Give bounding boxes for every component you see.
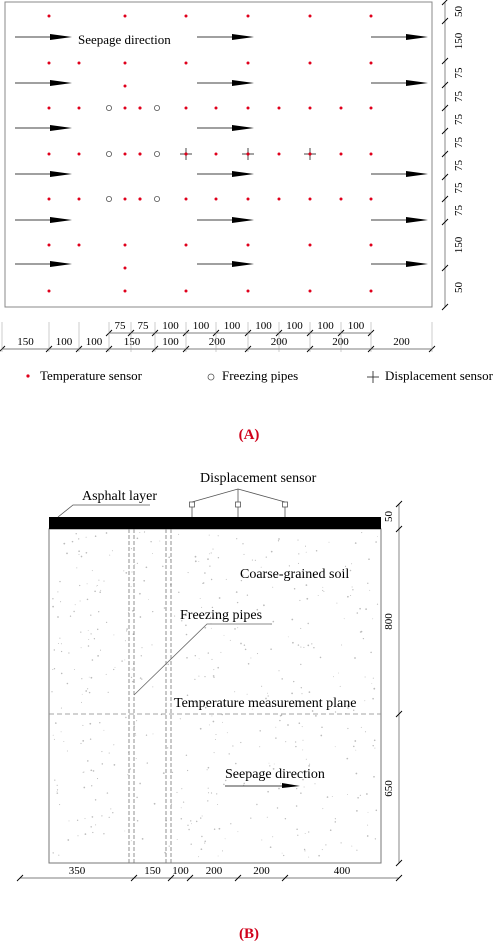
temperature-sensor-dot <box>247 244 250 247</box>
displacement-sensor-set <box>190 489 288 517</box>
right-dimension-chain <box>442 0 465 310</box>
seepage-arrow <box>15 217 72 223</box>
legend-temp-sensor-icon <box>26 374 29 377</box>
legend <box>26 368 493 383</box>
temperature-sensor-dot <box>124 244 127 247</box>
temperature-sensor-dot <box>48 290 51 293</box>
dimension-label: 75 <box>453 114 465 125</box>
dimension-label: 100 <box>192 320 210 332</box>
temperature-sensor-dot <box>309 198 312 201</box>
panel-b-section-view <box>17 471 402 941</box>
right-dimension-chain-b <box>383 501 402 866</box>
dimension-label: 75 <box>453 91 465 102</box>
freezing-pipe-circle <box>154 105 159 110</box>
dimension-label: 150 <box>123 336 141 348</box>
temperature-sensor-dot <box>78 153 81 156</box>
seepage-arrow <box>15 171 72 177</box>
bottom-dimension-chain <box>0 320 435 352</box>
temperature-sensor-dot <box>78 62 81 65</box>
seepage-arrow <box>15 261 72 267</box>
temperature-sensor-dot <box>124 290 127 293</box>
temperature-sensor-dot <box>215 153 218 156</box>
freezing-pipe-circle <box>106 105 111 110</box>
temperature-sensor-dot <box>340 198 343 201</box>
panel-a-label: (A) <box>238 427 260 443</box>
temperature-plane-label: Temperature measurement plane <box>174 696 357 711</box>
temperature-sensor-dot <box>139 107 142 110</box>
temperature-sensor-dot <box>309 107 312 110</box>
temperature-sensor-dot <box>124 15 127 18</box>
seepage-arrow <box>197 80 254 86</box>
legend-freezing-pipe-icon <box>208 374 214 380</box>
temperature-sensor-dot <box>185 198 188 201</box>
temperature-sensor-dot <box>185 15 188 18</box>
temperature-sensor-dot <box>309 62 312 65</box>
temperature-sensor-dot <box>124 153 127 156</box>
legend-displacement-sensor-icon <box>367 371 379 383</box>
temperature-sensor-dot <box>370 15 373 18</box>
seepage-arrows <box>15 34 428 267</box>
plan-border <box>5 2 432 307</box>
displacement-sensor-label: Displacement sensor <box>200 471 317 486</box>
asphalt-leader <box>58 505 150 517</box>
dimension-label: 150 <box>453 32 465 50</box>
seepage-arrow <box>197 34 254 40</box>
temperature-sensor-dot <box>340 153 343 156</box>
dimension-label: 350 <box>68 865 86 877</box>
temperature-sensor-dot <box>139 198 142 201</box>
dimension-label: 75 <box>453 182 465 194</box>
asphalt-layer-label: Asphalt layer <box>82 489 158 504</box>
temperature-sensor-dot <box>185 290 188 293</box>
dimension-label: 200 <box>208 336 226 348</box>
dimension-label: 100 <box>255 320 272 332</box>
temperature-sensor-dot <box>309 244 312 247</box>
temperature-sensor-dot <box>48 153 51 156</box>
displacement-sensor-cross <box>180 148 192 160</box>
seepage-arrow <box>371 217 428 223</box>
dimension-label: 75 <box>453 67 465 79</box>
temperature-sensor-dot <box>185 244 188 247</box>
temperature-sensor-dot <box>48 107 51 110</box>
dimension-label: 200 <box>205 865 223 877</box>
freezing-pipes-grid <box>106 105 159 201</box>
panel-b-label: (B) <box>239 926 259 941</box>
seepage-arrow <box>197 171 254 177</box>
temperature-sensor-dot <box>278 107 281 110</box>
temperature-sensor-dot <box>78 107 81 110</box>
dimension-label: 100 <box>85 336 103 348</box>
dimension-label: 200 <box>332 336 349 348</box>
dimension-label: 100 <box>286 320 303 332</box>
temperature-sensor-dot <box>124 198 127 201</box>
seepage-arrow <box>15 34 72 40</box>
temperature-sensor-dot <box>247 15 250 18</box>
dimension-label: 75 <box>114 320 126 332</box>
temperature-sensor-dot <box>370 244 373 247</box>
seepage-arrow <box>197 125 254 131</box>
dimension-label: 75 <box>453 205 465 216</box>
freezing-pipe-circle <box>106 196 111 201</box>
dimension-label: 150 <box>453 236 465 254</box>
seepage-arrow <box>197 217 254 223</box>
dimension-label: 150 <box>17 336 34 348</box>
legend-freezing-pipes-label: Freezing pipes <box>222 368 299 383</box>
temperature-sensor-dot <box>370 107 373 110</box>
seepage-direction-label: Seepage direction <box>78 32 171 47</box>
temperature-sensor-dot <box>278 153 281 156</box>
dimension-label: 75 <box>453 137 465 148</box>
temperature-sensor-dot <box>78 244 81 247</box>
dimension-label: 650 <box>383 780 395 797</box>
temperature-sensor-dot <box>370 153 373 156</box>
temperature-sensor-dot <box>124 85 127 88</box>
temperature-sensor-dot <box>278 198 281 201</box>
temperature-sensor-dot <box>215 198 218 201</box>
dimension-label: 200 <box>393 336 410 348</box>
temperature-sensor-dot <box>309 290 312 293</box>
dimension-label: 100 <box>223 320 241 332</box>
dimension-label: 400 <box>333 865 351 877</box>
dimension-label: 100 <box>347 320 365 332</box>
dimension-label: 75 <box>137 320 149 332</box>
temperature-sensor-dot <box>247 62 250 65</box>
legend-temp-sensor-label: Temperature sensor <box>40 368 142 383</box>
seepage-arrow <box>15 80 72 86</box>
displacement-sensor-cross <box>242 148 254 160</box>
dimension-label: 100 <box>162 320 179 332</box>
displacement-sensor-cross <box>304 148 316 160</box>
dimension-label: 75 <box>453 160 465 171</box>
seepage-direction-label-b: Seepage direction <box>225 767 325 782</box>
temperature-sensor-dot <box>185 107 188 110</box>
bottom-dimension-chain-b <box>17 865 402 881</box>
temperature-sensor-dot <box>215 107 218 110</box>
dimension-label: 100 <box>317 320 334 332</box>
legend-displacement-sensor-label: Displacement sensor <box>385 368 493 383</box>
dimension-label: 800 <box>383 613 395 630</box>
temperature-sensor-dot <box>124 107 127 110</box>
seepage-arrow <box>371 34 428 40</box>
seepage-arrow <box>15 125 72 131</box>
panel-a-plan-view <box>0 0 494 443</box>
freezing-pipe-circle <box>106 151 111 156</box>
temperature-sensor-dot <box>247 107 250 110</box>
seepage-arrow <box>371 261 428 267</box>
seepage-arrow <box>371 80 428 86</box>
dimension-label: 50 <box>453 282 465 293</box>
temperature-sensor-dot <box>124 62 127 65</box>
temperature-sensor-dot <box>48 198 51 201</box>
dimension-label: 150 <box>144 865 161 877</box>
dimension-label: 200 <box>253 865 270 877</box>
temperature-sensor-dot <box>370 290 373 293</box>
freezing-pipe-circle <box>154 196 159 201</box>
displacement-sensors <box>180 148 316 160</box>
temperature-sensor-dot <box>340 107 343 110</box>
seepage-arrow <box>371 171 428 177</box>
temperature-sensor-dot <box>124 267 127 270</box>
dimension-label: 200 <box>270 336 288 348</box>
temperature-sensor-dot <box>48 62 51 65</box>
temperature-sensor-dot <box>48 244 51 247</box>
temperature-sensor-dot <box>309 15 312 18</box>
asphalt-layer <box>49 517 381 529</box>
temperature-sensor-dot <box>139 153 142 156</box>
temperature-sensor-dot <box>78 198 81 201</box>
temperature-sensor-dot <box>370 62 373 65</box>
dimension-label: 100 <box>55 336 73 348</box>
coarse-grained-soil-label: Coarse-grained soil <box>240 567 350 582</box>
temperature-sensor-dot <box>185 62 188 65</box>
temperature-sensor-dot <box>48 15 51 18</box>
temperature-sensor-dot <box>370 198 373 201</box>
dimension-label: 100 <box>172 865 189 877</box>
temperature-sensor-dot <box>247 198 250 201</box>
dimension-label: 50 <box>383 511 395 522</box>
seepage-arrow <box>197 261 254 267</box>
freezing-pipes-label: Freezing pipes <box>180 608 263 623</box>
dimension-label: 100 <box>162 336 179 348</box>
temperature-sensor-grid <box>48 15 373 293</box>
freezing-pipe-circle <box>154 151 159 156</box>
temperature-sensor-dot <box>247 290 250 293</box>
dimension-label: 50 <box>453 6 465 17</box>
